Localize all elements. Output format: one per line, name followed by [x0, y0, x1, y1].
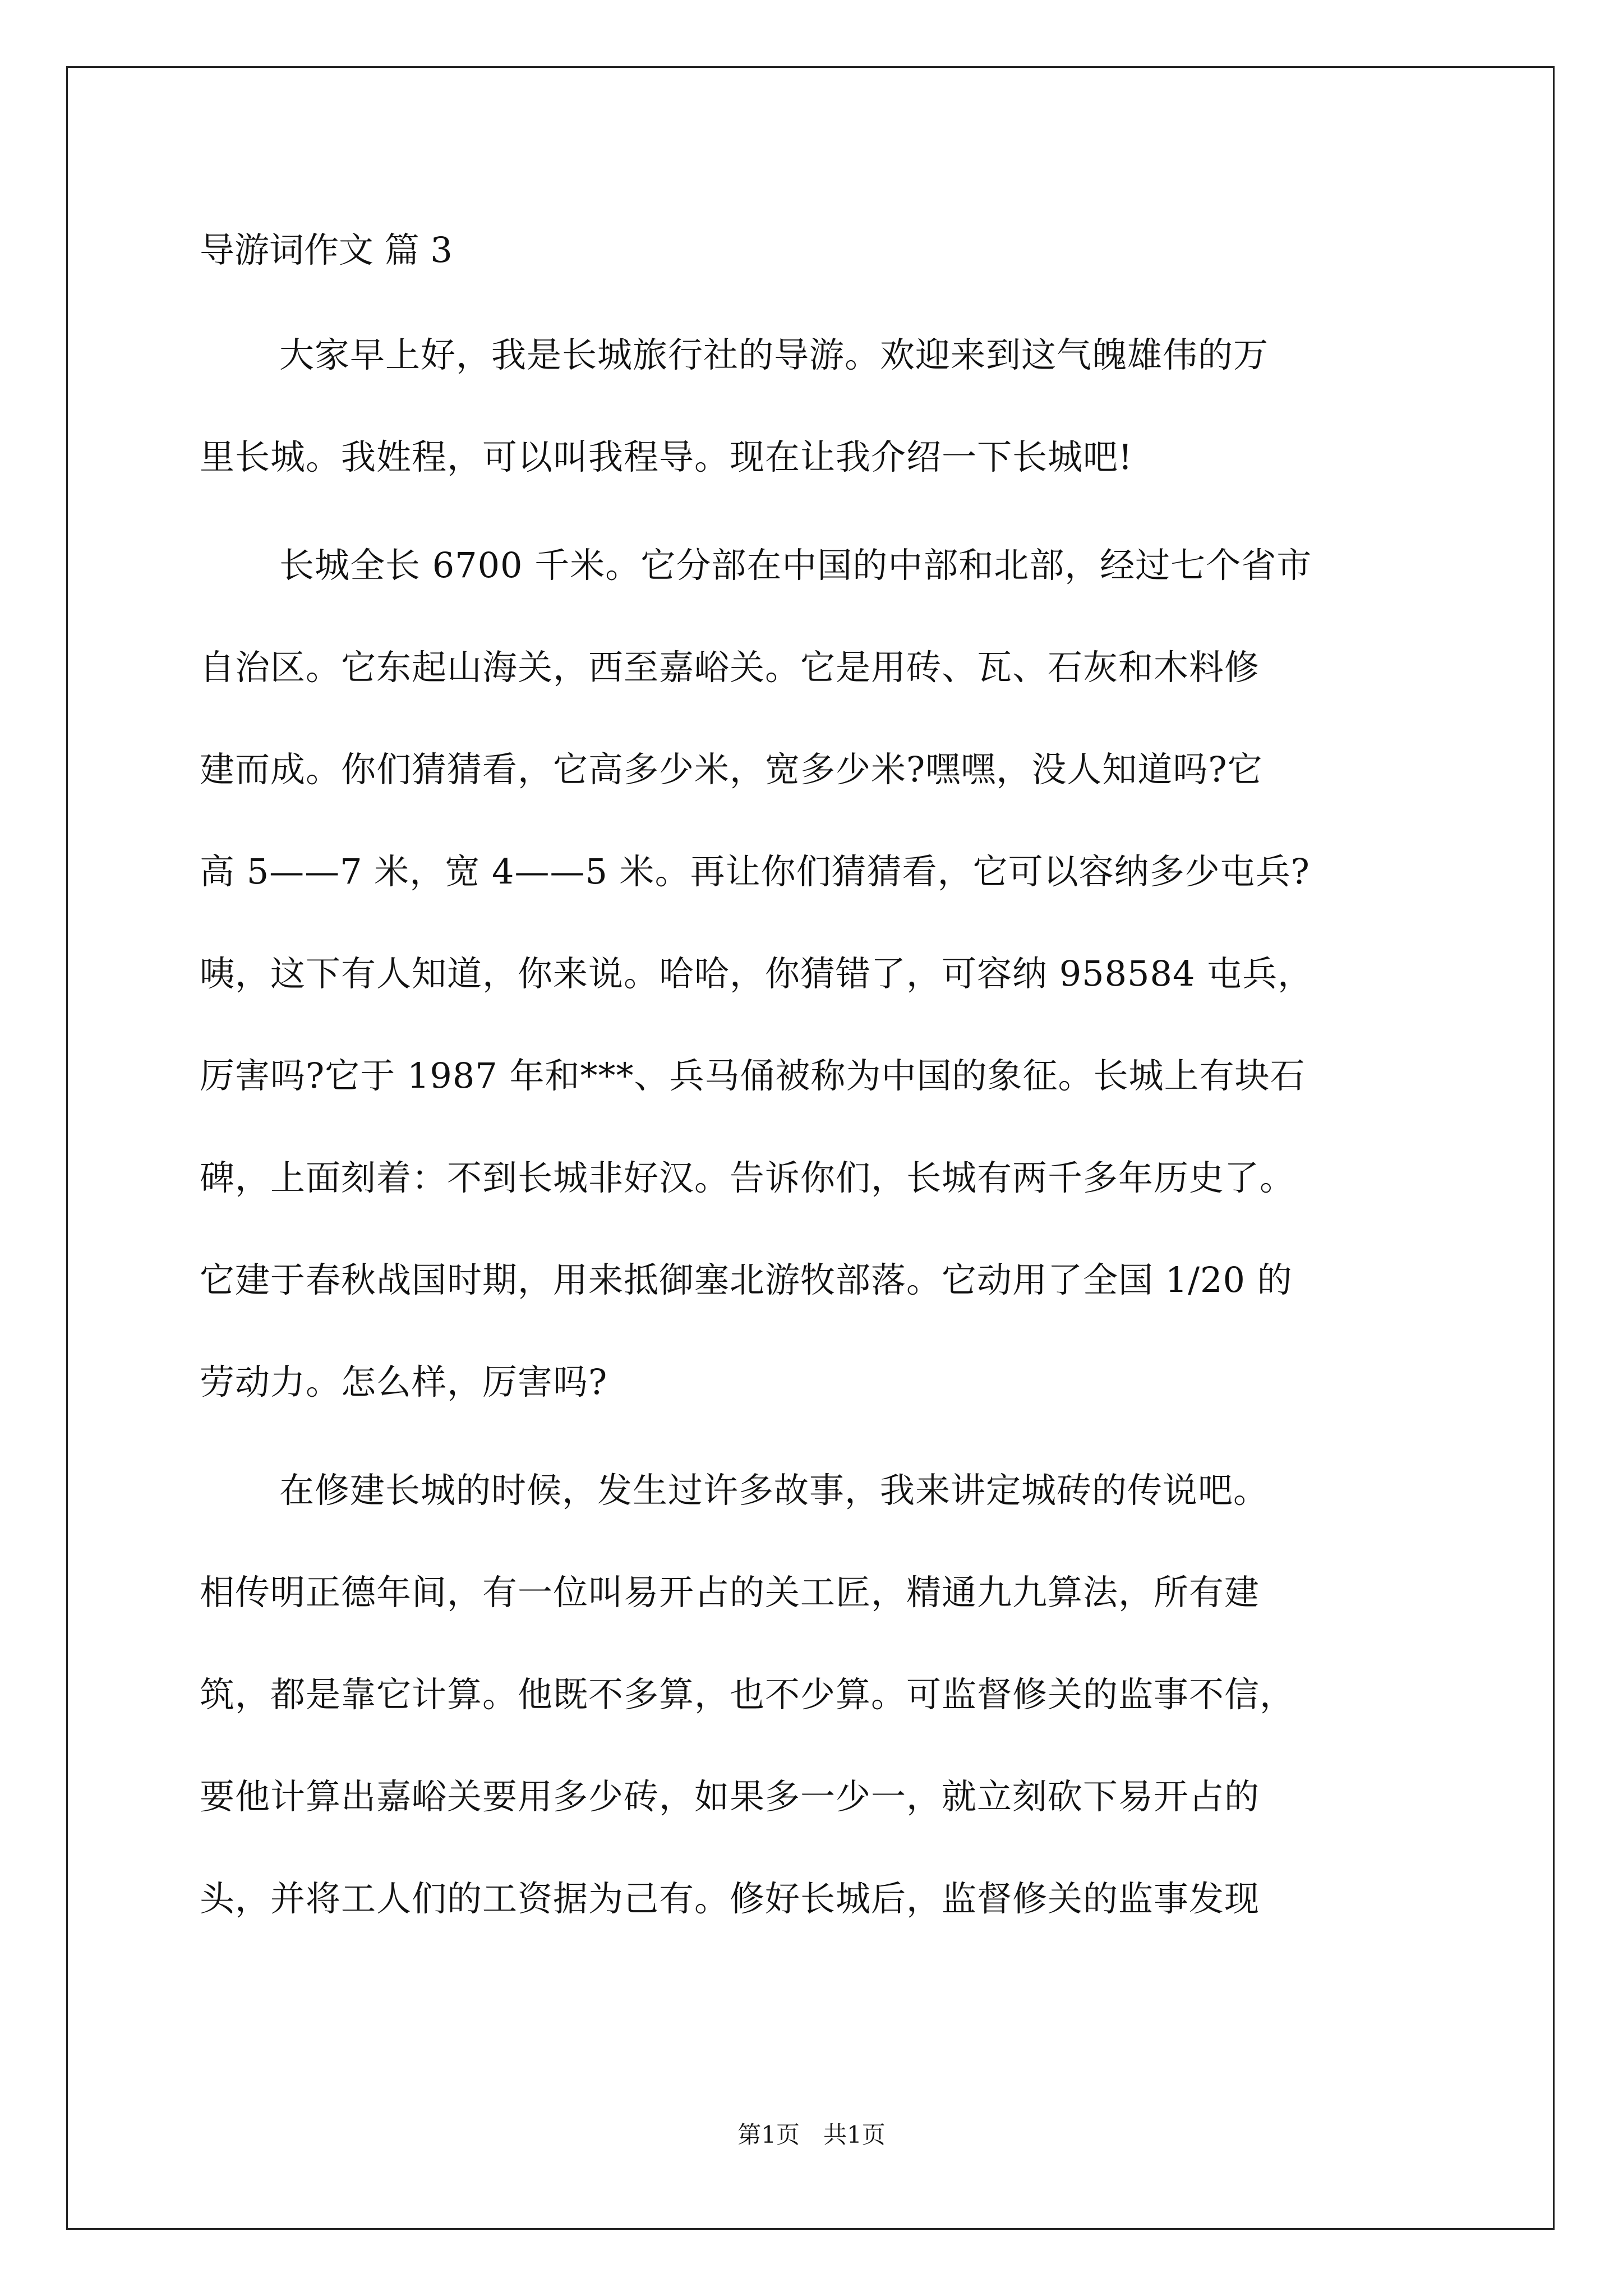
document-title: 导游词作文 篇 3: [200, 229, 453, 270]
text-line-5: 建而成。你们猜猜看，它高多少米，宽多少米?嘿嘿，没人知道吗?它: [200, 749, 1263, 790]
text-line-14: 筑，都是靠它计算。他既不多算，也不少算。可监督修关的监事不信，: [200, 1674, 1295, 1715]
text-line-13: 相传明正德年间，有一位叫易开占的关工匠，精通九九算法，所有建: [200, 1572, 1260, 1613]
text-line-2: 里长城。我姓程，可以叫我程导。现在让我介绍一下长城吧!: [200, 436, 1133, 477]
text-line-3: 长城全长 6700 千米。它分部在中国的中部和北部，经过七个省市: [279, 545, 1312, 586]
text-line-11: 劳动力。怎么样，厉害吗?: [200, 1361, 608, 1402]
text-line-6: 高 5——7 米，宽 4——5 米。再让你们猜猜看，它可以容纳多少屯兵?: [200, 851, 1310, 892]
text-line-16: 头，并将工人们的工资据为己有。修好长城后，监督修关的监事发现: [200, 1878, 1260, 1919]
text-line-15: 要他计算出嘉峪关要用多少砖，如果多一少一，就立刻砍下易开占的: [200, 1776, 1260, 1817]
text-line-7: 咦，这下有人知道，你来说。哈哈，你猜错了，可容纳 958584 屯兵，: [200, 953, 1313, 994]
text-line-12: 在修建长城的时候，发生过许多故事，我来讲定城砖的传说吧。: [279, 1470, 1269, 1511]
text-line-4: 自治区。它东起山海关，西至嘉峪关。它是用砖、瓦、石灰和木料修: [200, 647, 1260, 688]
page-number-footer: 第1页 共1页: [737, 2121, 886, 2148]
text-line-1: 大家早上好，我是长城旅行社的导游。欢迎来到这气魄雄伟的万: [279, 334, 1269, 375]
text-line-8: 厉害吗?它于 1987 年和***、兵马俑被称为中国的象征。长城上有块石: [200, 1055, 1306, 1096]
text-line-10: 它建于春秋战国时期，用来抵御塞北游牧部落。它动用了全国 1/20 的: [200, 1259, 1293, 1300]
text-line-9: 碑，上面刻着：不到长城非好汉。告诉你们，长城有两千多年历史了。: [200, 1157, 1295, 1198]
